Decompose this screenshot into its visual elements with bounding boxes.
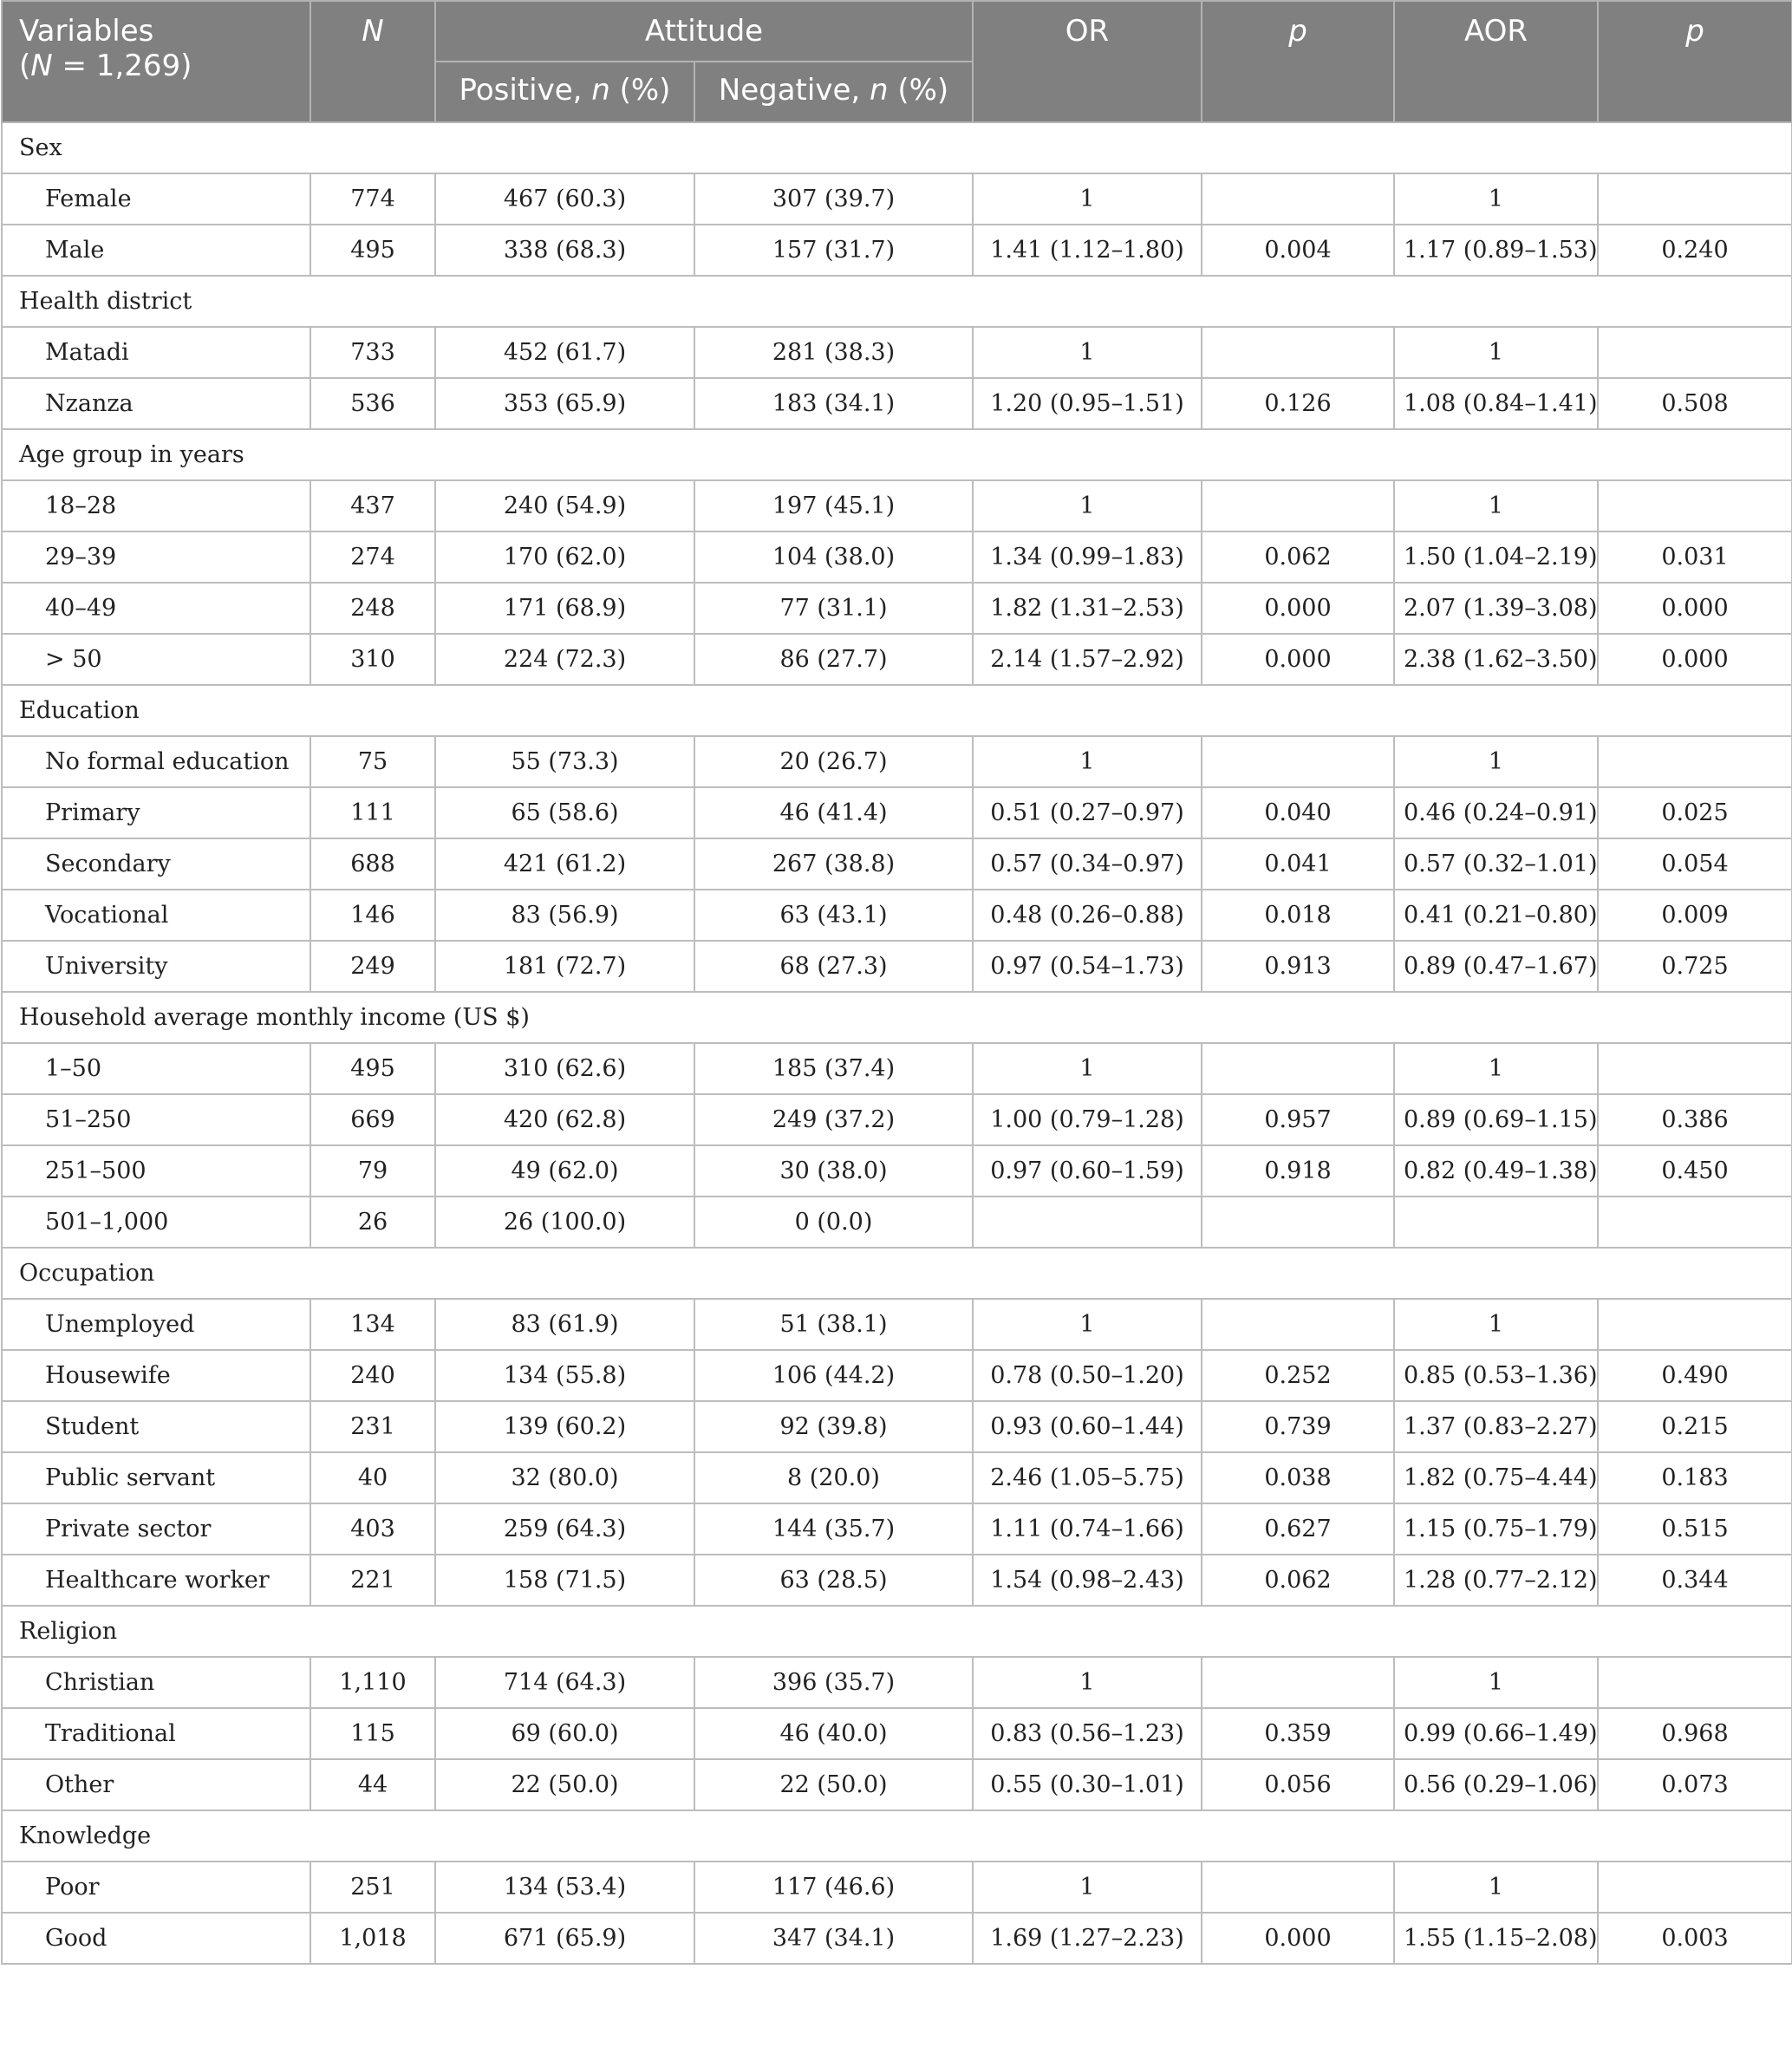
p-aor-cell [1598,327,1792,378]
row-label: Other [2,1759,310,1810]
n-cell: 437 [310,480,435,531]
positive-cell: 671 (65.9) [435,1913,694,1964]
aor-cell: 0.99 (0.66–1.49) [1394,1708,1598,1759]
p-aor-cell: 0.490 [1598,1350,1792,1401]
header-row-1 [2,1,1792,62]
negative-cell: 347 (34.1) [694,1913,973,1964]
negative-cell: 92 (39.8) [694,1401,973,1452]
header-p-aor: p [1598,1,1792,122]
n-cell: 310 [310,634,435,685]
p-or-cell: 0.627 [1202,1503,1394,1555]
aor-cell: 0.82 (0.49–1.38) [1394,1145,1598,1197]
n-cell: 240 [310,1350,435,1401]
positive-cell: 83 (61.9) [435,1299,694,1350]
positive-cell: 83 (56.9) [435,890,694,941]
or-cell: 2.14 (1.57–2.92) [973,634,1202,685]
group-row [2,1248,1792,1299]
table-row [2,1350,1792,1401]
positive-cell: 65 (58.6) [435,787,694,838]
p-aor-cell: 0.009 [1598,890,1792,941]
table-row [2,1299,1792,1350]
p-or-cell: 0.252 [1202,1350,1394,1401]
or-cell: 1 [973,1043,1202,1094]
table-row [2,838,1792,890]
or-cell: 1.00 (0.79–1.28) [973,1094,1202,1145]
or-cell: 0.55 (0.30–1.01) [973,1759,1202,1810]
or-cell: 0.48 (0.26–0.88) [973,890,1202,941]
negative-cell: 185 (37.4) [694,1043,973,1094]
n-cell: 221 [310,1555,435,1606]
aor-cell [1394,1197,1598,1248]
group-title: Health district [2,276,1792,327]
p-aor-cell: 0.000 [1598,583,1792,634]
or-cell: 1.41 (1.12–1.80) [973,225,1202,276]
negative-cell: 63 (28.5) [694,1555,973,1606]
or-cell: 1.34 (0.99–1.83) [973,531,1202,583]
row-label: Private sector [2,1503,310,1555]
table-row [2,327,1792,378]
negative-cell: 20 (26.7) [694,736,973,787]
table-row [2,1759,1792,1810]
n-cell: 75 [310,736,435,787]
positive-cell: 181 (72.7) [435,941,694,992]
p-or-cell: 0.126 [1202,378,1394,429]
group-row [2,685,1792,736]
table-row [2,1043,1792,1094]
or-cell: 0.97 (0.60–1.59) [973,1145,1202,1197]
header-variables-title: Variables [19,14,154,49]
aor-cell: 1.17 (0.89–1.53) [1394,225,1598,276]
negative-cell: 396 (35.7) [694,1657,973,1708]
p-aor-cell: 0.450 [1598,1145,1792,1197]
positive-cell: 134 (53.4) [435,1862,694,1913]
table-row [2,480,1792,531]
row-label: > 50 [2,634,310,685]
table-row [2,1094,1792,1145]
header-aor: AOR [1394,1,1598,122]
n-cell: 495 [310,1043,435,1094]
positive-cell: 69 (60.0) [435,1708,694,1759]
row-label: Primary [2,787,310,838]
row-label: 51–250 [2,1094,310,1145]
n-cell: 774 [310,173,435,225]
p-aor-cell: 0.508 [1598,378,1792,429]
p-or-cell: 0.018 [1202,890,1394,941]
p-aor-cell [1598,736,1792,787]
or-cell: 1 [973,1862,1202,1913]
or-cell: 1 [973,1657,1202,1708]
negative-cell: 77 (31.1) [694,583,973,634]
table-row [2,736,1792,787]
group-title: Education [2,685,1792,736]
p-aor-cell [1598,1657,1792,1708]
p-aor-cell: 0.386 [1598,1094,1792,1145]
or-cell: 1 [973,173,1202,225]
header-positive-label: Positive, n (%) [459,73,671,108]
n-cell: 231 [310,1401,435,1452]
positive-cell: 171 (68.9) [435,583,694,634]
p-aor-cell [1598,1043,1792,1094]
aor-cell: 1 [1394,1299,1598,1350]
or-cell: 1 [973,327,1202,378]
table-row [2,583,1792,634]
positive-cell: 310 (62.6) [435,1043,694,1094]
table-row [2,787,1792,838]
positive-cell: 714 (64.3) [435,1657,694,1708]
header-negative [694,62,973,122]
aor-cell: 1 [1394,480,1598,531]
p-or-cell: 0.957 [1202,1094,1394,1145]
header-variables-n: (N = 1,269) [19,49,192,83]
negative-cell: 63 (43.1) [694,890,973,941]
negative-cell: 281 (38.3) [694,327,973,378]
p-or-cell: 0.918 [1202,1145,1394,1197]
row-label: 251–500 [2,1145,310,1197]
header-or: OR [973,1,1202,122]
header-negative-label: Negative, n (%) [718,73,949,108]
p-aor-cell: 0.515 [1598,1503,1792,1555]
aor-cell: 0.89 (0.69–1.15) [1394,1094,1598,1145]
aor-cell: 1 [1394,1657,1598,1708]
or-cell: 0.78 (0.50–1.20) [973,1350,1202,1401]
positive-cell: 338 (68.3) [435,225,694,276]
positive-cell: 49 (62.0) [435,1145,694,1197]
row-label: 1–50 [2,1043,310,1094]
n-cell: 1,018 [310,1913,435,1964]
row-label: Male [2,225,310,276]
negative-cell: 197 (45.1) [694,480,973,531]
p-or-cell: 0.062 [1202,531,1394,583]
n-cell: 733 [310,327,435,378]
n-cell: 403 [310,1503,435,1555]
or-cell: 1.82 (1.31–2.53) [973,583,1202,634]
or-cell: 0.57 (0.34–0.97) [973,838,1202,890]
positive-cell: 26 (100.0) [435,1197,694,1248]
header-p-or: p [1202,1,1394,122]
p-or-cell [1202,1862,1394,1913]
group-row [2,1810,1792,1862]
p-aor-cell: 0.344 [1598,1555,1792,1606]
p-or-cell [1202,480,1394,531]
aor-cell: 1.37 (0.83–2.27) [1394,1401,1598,1452]
aor-cell: 0.41 (0.21–0.80) [1394,890,1598,941]
row-label: Public servant [2,1452,310,1503]
p-aor-cell: 0.968 [1598,1708,1792,1759]
aor-cell: 1 [1394,736,1598,787]
p-or-cell: 0.041 [1202,838,1394,890]
or-cell [973,1197,1202,1248]
table-body [2,122,1792,1964]
p-or-cell: 0.359 [1202,1708,1394,1759]
positive-cell: 452 (61.7) [435,327,694,378]
p-or-cell [1202,173,1394,225]
row-label: Student [2,1401,310,1452]
table-row [2,1503,1792,1555]
positive-cell: 240 (54.9) [435,480,694,531]
group-title: Religion [2,1606,1792,1657]
aor-cell: 1.08 (0.84–1.41) [1394,378,1598,429]
positive-cell: 32 (80.0) [435,1452,694,1503]
table-row [2,941,1792,992]
n-cell: 44 [310,1759,435,1810]
n-cell: 669 [310,1094,435,1145]
group-row [2,122,1792,173]
positive-cell: 467 (60.3) [435,173,694,225]
p-aor-cell: 0.183 [1598,1452,1792,1503]
row-label: 29–39 [2,531,310,583]
or-cell: 0.51 (0.27–0.97) [973,787,1202,838]
p-or-cell [1202,1657,1394,1708]
aor-cell: 1.50 (1.04–2.19) [1394,531,1598,583]
negative-cell: 267 (38.8) [694,838,973,890]
aor-cell: 0.89 (0.47–1.67) [1394,941,1598,992]
group-row [2,429,1792,480]
row-label: 501–1,000 [2,1197,310,1248]
or-cell: 2.46 (1.05–5.75) [973,1452,1202,1503]
positive-cell: 55 (73.3) [435,736,694,787]
p-or-cell: 0.000 [1202,634,1394,685]
table-row [2,531,1792,583]
p-or-cell: 0.739 [1202,1401,1394,1452]
row-label: Housewife [2,1350,310,1401]
n-cell: 536 [310,378,435,429]
p-aor-cell: 0.725 [1598,941,1792,992]
table-row [2,1657,1792,1708]
group-row [2,1606,1792,1657]
aor-cell: 2.38 (1.62–3.50) [1394,634,1598,685]
negative-cell: 22 (50.0) [694,1759,973,1810]
row-label: 40–49 [2,583,310,634]
p-or-cell [1202,1043,1394,1094]
or-cell: 0.97 (0.54–1.73) [973,941,1202,992]
positive-cell: 421 (61.2) [435,838,694,890]
p-or-cell: 0.062 [1202,1555,1394,1606]
p-or-cell: 0.004 [1202,225,1394,276]
group-title: Knowledge [2,1810,1792,1862]
or-cell: 1 [973,1299,1202,1350]
p-aor-cell [1598,1197,1792,1248]
p-or-cell [1202,1197,1394,1248]
n-cell: 248 [310,583,435,634]
positive-cell: 224 (72.3) [435,634,694,685]
negative-cell: 8 (20.0) [694,1452,973,1503]
n-cell: 115 [310,1708,435,1759]
aor-cell: 1.28 (0.77–2.12) [1394,1555,1598,1606]
or-cell: 0.83 (0.56–1.23) [973,1708,1202,1759]
group-title: Household average monthly income (US $) [2,992,1792,1043]
table-row [2,1862,1792,1913]
p-aor-cell: 0.054 [1598,838,1792,890]
header-positive [435,62,694,122]
table-row [2,1555,1792,1606]
p-or-cell: 0.000 [1202,1913,1394,1964]
p-aor-cell: 0.240 [1598,225,1792,276]
n-cell: 495 [310,225,435,276]
aor-cell: 0.57 (0.32–1.01) [1394,838,1598,890]
n-cell: 688 [310,838,435,890]
negative-cell: 249 (37.2) [694,1094,973,1145]
p-aor-cell: 0.025 [1598,787,1792,838]
negative-cell: 157 (31.7) [694,225,973,276]
group-title: Sex [2,122,1792,173]
row-label: Unemployed [2,1299,310,1350]
positive-cell: 134 (55.8) [435,1350,694,1401]
or-cell: 1 [973,480,1202,531]
n-cell: 40 [310,1452,435,1503]
table-row [2,1145,1792,1197]
group-title: Age group in years [2,429,1792,480]
table-row [2,1401,1792,1452]
p-or-cell: 0.038 [1202,1452,1394,1503]
p-aor-cell: 0.215 [1598,1401,1792,1452]
aor-cell: 2.07 (1.39–3.08) [1394,583,1598,634]
table-row [2,378,1792,429]
row-label: Traditional [2,1708,310,1759]
n-cell: 249 [310,941,435,992]
header-attitude: Attitude [435,1,973,62]
p-aor-cell: 0.073 [1598,1759,1792,1810]
table-header [2,1,1792,122]
negative-cell: 0 (0.0) [694,1197,973,1248]
negative-cell: 104 (38.0) [694,531,973,583]
n-cell: 1,110 [310,1657,435,1708]
or-cell: 1 [973,736,1202,787]
row-label: Matadi [2,327,310,378]
row-label: Healthcare worker [2,1555,310,1606]
row-label: University [2,941,310,992]
p-or-cell: 0.913 [1202,941,1394,992]
positive-cell: 158 (71.5) [435,1555,694,1606]
table-row [2,1913,1792,1964]
table-row [2,890,1792,941]
negative-cell: 68 (27.3) [694,941,973,992]
aor-cell: 0.56 (0.29–1.06) [1394,1759,1598,1810]
aor-cell: 1 [1394,1043,1598,1094]
attitude-regression-table [1,0,1792,1965]
aor-cell: 1.55 (1.15–2.08) [1394,1913,1598,1964]
n-cell: 79 [310,1145,435,1197]
aor-cell: 0.85 (0.53–1.36) [1394,1350,1598,1401]
p-or-cell [1202,736,1394,787]
n-cell: 251 [310,1862,435,1913]
negative-cell: 117 (46.6) [694,1862,973,1913]
n-cell: 111 [310,787,435,838]
negative-cell: 46 (40.0) [694,1708,973,1759]
table-row [2,225,1792,276]
row-label: Christian [2,1657,310,1708]
n-cell: 274 [310,531,435,583]
aor-cell: 1.82 (0.75–4.44) [1394,1452,1598,1503]
n-cell: 26 [310,1197,435,1248]
group-title: Occupation [2,1248,1792,1299]
table-row [2,1708,1792,1759]
row-label: Secondary [2,838,310,890]
negative-cell: 106 (44.2) [694,1350,973,1401]
positive-cell: 22 (50.0) [435,1759,694,1810]
or-cell: 1.11 (0.74–1.66) [973,1503,1202,1555]
negative-cell: 51 (38.1) [694,1299,973,1350]
p-or-cell [1202,1299,1394,1350]
p-aor-cell: 0.031 [1598,531,1792,583]
negative-cell: 86 (27.7) [694,634,973,685]
aor-cell: 1 [1394,327,1598,378]
p-aor-cell: 0.000 [1598,634,1792,685]
p-or-cell [1202,327,1394,378]
or-cell: 1.69 (1.27–2.23) [973,1913,1202,1964]
table-row [2,173,1792,225]
p-or-cell: 0.000 [1202,583,1394,634]
row-label: Good [2,1913,310,1964]
aor-cell: 0.46 (0.24–0.91) [1394,787,1598,838]
aor-cell: 1.15 (0.75–1.79) [1394,1503,1598,1555]
group-row [2,276,1792,327]
n-cell: 146 [310,890,435,941]
p-aor-cell: 0.003 [1598,1913,1792,1964]
header-variables [2,1,310,122]
p-aor-cell [1598,1299,1792,1350]
row-label: 18–28 [2,480,310,531]
row-label: No formal education [2,736,310,787]
positive-cell: 259 (64.3) [435,1503,694,1555]
p-aor-cell [1598,480,1792,531]
row-label: Poor [2,1862,310,1913]
positive-cell: 420 (62.8) [435,1094,694,1145]
row-label: Nzanza [2,378,310,429]
p-or-cell: 0.056 [1202,1759,1394,1810]
negative-cell: 30 (38.0) [694,1145,973,1197]
or-cell: 1.20 (0.95–1.51) [973,378,1202,429]
positive-cell: 139 (60.2) [435,1401,694,1452]
group-row [2,992,1792,1043]
p-aor-cell [1598,173,1792,225]
row-label: Female [2,173,310,225]
header-n: N [310,1,435,122]
aor-cell: 1 [1394,1862,1598,1913]
or-cell: 0.93 (0.60–1.44) [973,1401,1202,1452]
table-row [2,1452,1792,1503]
negative-cell: 144 (35.7) [694,1503,973,1555]
aor-cell: 1 [1394,173,1598,225]
or-cell: 1.54 (0.98–2.43) [973,1555,1202,1606]
n-cell: 134 [310,1299,435,1350]
p-aor-cell [1598,1862,1792,1913]
negative-cell: 307 (39.7) [694,173,973,225]
positive-cell: 170 (62.0) [435,531,694,583]
p-or-cell: 0.040 [1202,787,1394,838]
positive-cell: 353 (65.9) [435,378,694,429]
table-row [2,634,1792,685]
negative-cell: 183 (34.1) [694,378,973,429]
negative-cell: 46 (41.4) [694,787,973,838]
row-label: Vocational [2,890,310,941]
table-row [2,1197,1792,1248]
